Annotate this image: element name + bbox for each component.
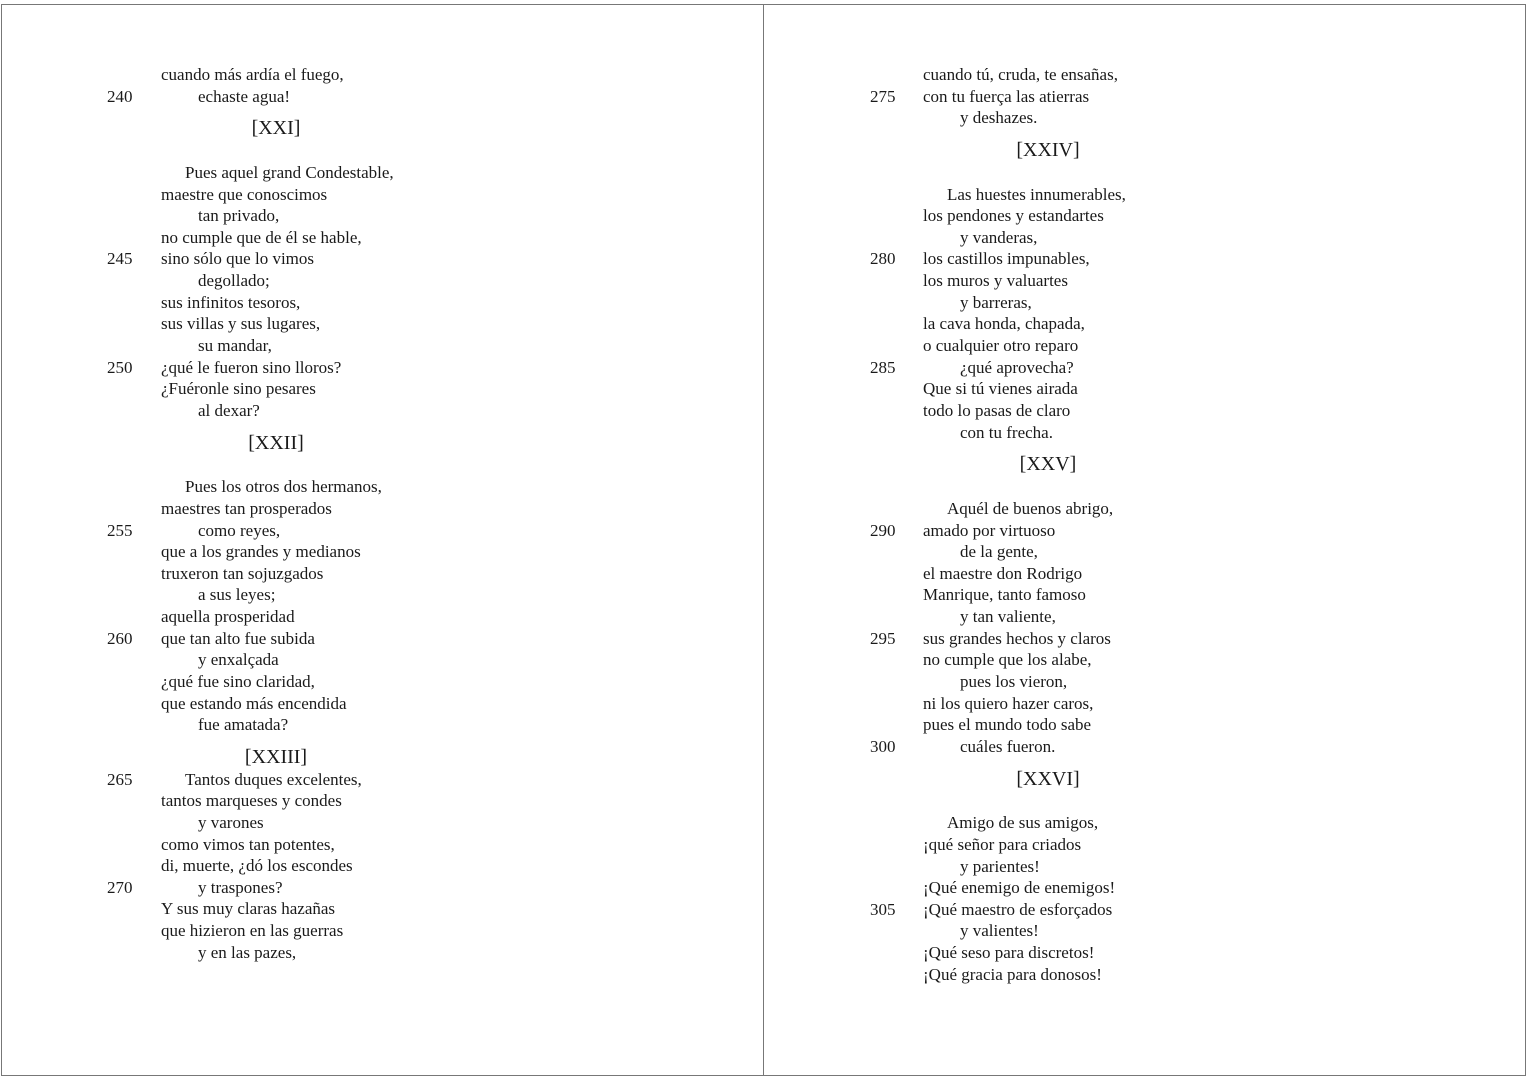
verse-line [2,162,763,184]
verse-text: y barreras, [960,292,1032,312]
line-number: 305 [870,899,896,919]
stanza-heading-text: [XXV] [1019,453,1077,476]
stanza-heading [2,433,763,455]
verse-text: sus villas y sus lugares, [161,314,321,334]
verse-line [2,378,763,400]
left-page-content [2,64,763,963]
right-page [763,4,1526,1076]
verse-line [764,671,1525,693]
verse-text: los muros y valuartes [923,271,1068,291]
verse-line [764,64,1525,86]
verse-line [2,855,763,877]
verse-line [2,790,763,812]
verse-line [764,292,1525,314]
verse-text: ¿qué fue sino claridad, [161,672,315,692]
verse-text: tantos marqueses y condes [161,791,342,811]
verse-text: ¡Qué gracia para donosos! [923,964,1102,984]
verse-line [2,877,763,899]
verse-text: como vimos tan potentes, [161,834,335,854]
line-number: 275 [870,86,896,106]
stanza-heading-text: [XXI] [251,117,301,140]
verse-line [2,812,763,834]
verse-line [764,400,1525,422]
left-page [1,4,764,1076]
verse-line [764,248,1525,270]
verse-line [2,335,763,357]
stanza-heading [2,747,763,769]
verse-line [764,649,1525,671]
verse-text: Pues los otros dos hermanos, [185,477,382,497]
verse-text: como reyes, [198,520,281,540]
line-number: 280 [870,249,896,269]
line-number: 295 [870,628,896,648]
line-number: 240 [107,86,133,106]
verse-line [2,769,763,791]
verse-text: Y sus muy claras hazañas [161,899,336,919]
verse-text: cuáles fueron. [960,736,1056,756]
verse-text: aquella prosperidad [161,607,295,627]
line-number: 255 [107,520,133,540]
verse-line [764,184,1525,206]
verse-text: los pendones y estandartes [923,206,1104,226]
verse-line [764,920,1525,942]
verse-text: ¡Qué maestro de esforçados [923,899,1113,919]
verse-line [2,628,763,650]
stanza-heading-text: [XXIII] [244,745,308,768]
line-number: 300 [870,736,896,756]
verse-text: que a los grandes y medianos [161,542,361,562]
verse-text: que hizieron en las guerras [161,921,344,941]
line-number: 265 [107,769,133,789]
verse-line [2,357,763,379]
verse-line [2,400,763,422]
verse-line [2,671,763,693]
verse-line [2,563,763,585]
verse-line [764,563,1525,585]
verse-text: sus grandes hechos y claros [923,628,1111,648]
verse-line [764,942,1525,964]
verse-text: y traspones? [198,877,283,897]
verse-text: no cumple que de él se hable, [161,227,362,247]
verse-text: ¡Qué seso para discretos! [923,943,1095,963]
verse-line [2,834,763,856]
verse-text: la cava honda, chapada, [923,314,1085,334]
verse-text: Las huestes innumerables, [947,184,1126,204]
verse-line [764,606,1525,628]
stanza-heading-text: [XXII] [248,431,304,454]
verse-text: a sus leyes; [198,585,276,605]
verse-text: su mandar, [198,336,272,356]
verse-text: los castillos impunables, [923,249,1090,269]
verse-line [2,313,763,335]
verse-line [2,942,763,964]
verse-text: truxeron tan sojuzgados [161,563,324,583]
verse-text: ¡qué señor para criados [923,834,1082,854]
verse-text: Manrique, tanto famoso [923,585,1086,605]
verse-line [2,292,763,314]
verse-text: que estando más encendida [161,693,347,713]
verse-line [764,714,1525,736]
verse-text: Aquél de buenos abrigo, [947,498,1114,518]
verse-text: todo lo pasas de claro [923,400,1071,420]
verse-text: sino sólo que lo vimos [161,249,315,269]
right-page-content [764,64,1525,985]
verse-line [2,498,763,520]
verse-text: con tu fuerça las atierras [923,86,1090,106]
verse-line [2,476,763,498]
verse-line [764,877,1525,899]
verse-text: y varones [198,812,264,832]
verse-line [2,64,763,86]
verse-text: tan privado, [198,206,280,226]
verse-text: y deshazes. [960,108,1038,128]
verse-line [764,834,1525,856]
line-number: 250 [107,357,133,377]
verse-text: el maestre don Rodrigo [923,563,1083,583]
line-number: 245 [107,249,133,269]
verse-text: y enxalçada [198,650,279,670]
stanza-heading-text: [XXIV] [1016,138,1080,161]
verse-line [764,628,1525,650]
stanza-heading [2,118,763,140]
verse-line [2,227,763,249]
verse-text: ¿qué le fueron sino lloros? [161,357,342,377]
verse-line [764,86,1525,108]
verse-text: echaste agua! [198,86,291,106]
verse-line [2,520,763,542]
stanza-heading [764,140,1525,162]
verse-line [2,920,763,942]
line-number: 285 [870,357,896,377]
verse-line [764,856,1525,878]
line-number: 290 [870,520,896,540]
verse-line [764,335,1525,357]
verse-text: pues el mundo todo sabe [923,715,1092,735]
verse-line [764,422,1525,444]
verse-text: o cualquier otro reparo [923,336,1079,356]
verse-line [764,313,1525,335]
verse-text: degollado; [198,271,270,291]
verse-line [2,606,763,628]
verse-text: pues los vieron, [960,672,1068,692]
verse-text: cuando tú, cruda, te ensañas, [923,65,1118,84]
verse-line [2,541,763,563]
verse-line [764,357,1525,379]
verse-text: ¿Fuéronle sino pesares [161,379,316,399]
verse-text: Que si tú vienes airada [923,379,1078,399]
verse-line [2,205,763,227]
verse-text: Pues aquel grand Condestable, [185,162,394,182]
stanza-heading-text: [XXVI] [1016,767,1080,790]
verse-text: ¿qué aprovecha? [960,357,1074,377]
verse-line [764,498,1525,520]
verse-line [764,270,1525,292]
verse-text: y valientes! [960,921,1039,941]
verse-line [764,541,1525,563]
verse-line [764,964,1525,986]
verse-line [2,649,763,671]
verse-text: Tantos duques excelentes, [185,769,362,789]
verse-text: Amigo de sus amigos, [947,813,1099,833]
verse-line [2,248,763,270]
verse-line [764,205,1525,227]
verse-text: de la gente, [960,542,1038,562]
stanza-heading [764,769,1525,791]
verse-text: maestre que conoscimos [161,184,328,204]
verse-line [2,714,763,736]
verse-text: cuando más ardía el fuego, [161,65,344,84]
verse-text: con tu frecha. [960,422,1053,442]
verse-line [764,584,1525,606]
verse-line [2,584,763,606]
verse-text: y parientes! [960,856,1040,876]
verse-text: fue amatada? [198,715,289,735]
stanza-heading [764,454,1525,476]
verse-text: y vanderas, [960,227,1038,247]
verse-line [764,812,1525,834]
verse-line [764,899,1525,921]
verse-text: ¡Qué enemigo de enemigos! [923,878,1116,898]
verse-text: no cumple que los alabe, [923,650,1092,670]
verse-line [2,86,763,108]
verse-line [764,736,1525,758]
verse-line [2,270,763,292]
verse-text: amado por virtuoso [923,520,1056,540]
verse-text: maestres tan prosperados [161,498,332,518]
verse-text: al dexar? [198,400,260,420]
verse-text: ni los quiero hazer caros, [923,693,1094,713]
verse-line [2,898,763,920]
verse-line [764,227,1525,249]
verse-text: y tan valiente, [960,607,1056,627]
verse-line [2,693,763,715]
verse-text: y en las pazes, [198,942,297,962]
verse-line [764,693,1525,715]
verse-line [764,378,1525,400]
line-number: 270 [107,877,133,897]
verse-text: sus infinitos tesoros, [161,292,301,312]
verse-text: di, muerte, ¿dó los escondes [161,856,353,876]
verse-line [764,520,1525,542]
verse-line [764,107,1525,129]
verse-line [2,184,763,206]
line-number: 260 [107,628,133,648]
verse-text: que tan alto fue subida [161,628,315,648]
